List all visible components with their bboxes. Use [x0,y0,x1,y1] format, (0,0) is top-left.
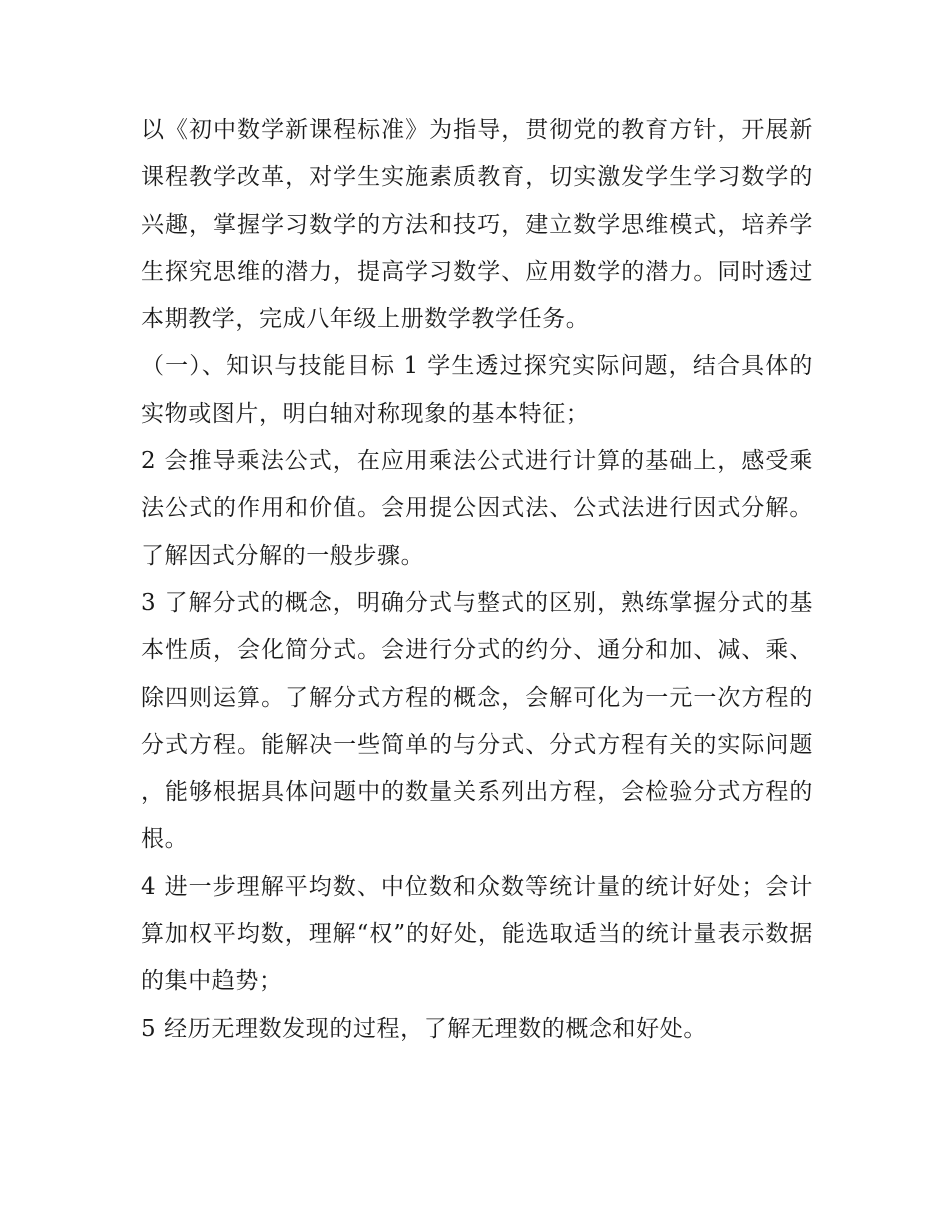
paragraph-objective-2: 2 会推导乘法公式，在应用乘法公式进行计算的基础上，感受乘法公式的作用和价值。会用提公因式法、公式法进行因式分解。了解因式分解的一般步骤。 [141,448,813,569]
paragraph-objective-4: 4 进一步理解平均数、中位数和众数等统计量的统计好处；会计算加权平均数，理解“权”的好处，能选取适当的统计量表示数据的集中趋势； [141,873,813,995]
paragraph-objective-1: （一）、知识与技能目标 1 学生透过探究实际问题，结合具体的实物或图片，明白轴对称现象的基本特征； [141,353,813,427]
paragraph-objective-3: 3 了解分式的概念，明确分式与整式的区别，熟练掌握分式的基本性质，会化简分式。会进行分式的约分、通分和加、减、乘、除四则运算。了解分式方程的概念，会解可化为一元一次方程的分式方程。能解决一些简单的与分式、分式方程有关的实际问题，能够根据具体问题中的数量关系列出方程，会检验分式方程的根。 [141,589,813,853]
paragraph-objective-5: 5 经历无理数发现的过程，了解无理数的概念和好处。 [141,1015,707,1042]
document-page [141,107,813,1053]
paragraph-intro: 以《初中数学新课程标准》为指导，贯彻党的教育方针，开展新课程教学改革，对学生实施素质教育，切实激发学生学习数学的兴趣，掌握学习数学的方法和技巧，建立数学思维模式，培养学生探究思维的潜力，提高学习数学、应用数学的潜力。同时透过本期教学，完成八年级上册数学教学任务。 [141,117,813,333]
